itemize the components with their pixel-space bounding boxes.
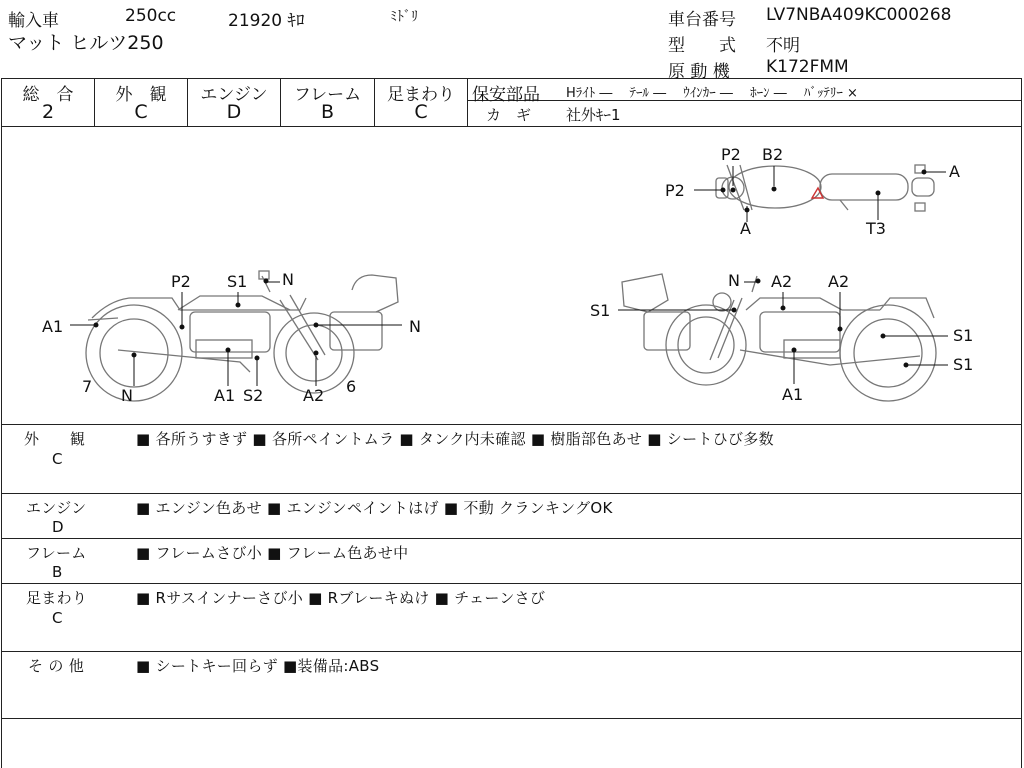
label-a-right: A (949, 162, 960, 181)
grade-label-overall: 総 合 (22, 85, 74, 105)
color: ﾐﾄﾞﾘ (390, 9, 418, 25)
label-right-s1-left: S1 (590, 301, 611, 320)
model-label: 型 式 (668, 36, 736, 56)
note-title-frame: フレーム (26, 544, 87, 562)
label-left-n-bottom: N (121, 386, 133, 405)
notes-line (1, 493, 1022, 494)
label-left-s1: S1 (227, 272, 248, 291)
grade-label-frame: フレーム (293, 85, 362, 105)
label-a-bottom: A (740, 219, 751, 238)
top-view-drawing (716, 165, 934, 211)
grade-value-suspension: C (414, 101, 428, 123)
note-title-engine: エンジン (26, 499, 87, 517)
note-grade-exterior: C (52, 450, 63, 468)
note-text-suspension: ■ Rサスインナーさび小 ■ Rブレーキぬけ ■ チェーンさび (136, 589, 546, 607)
engine-value: K172FMM (766, 57, 849, 77)
note-title-other: そ の 他 (28, 657, 85, 675)
label-t3: T3 (866, 219, 886, 238)
frame-number: LV7NBA409KC000268 (766, 5, 952, 25)
note-text-frame: ■ フレームさび小 ■ フレーム色あせ中 (136, 544, 409, 562)
note-title-suspension: 足まわり (26, 589, 88, 607)
displacement: 250cc (125, 6, 177, 26)
notes-line (1, 718, 1022, 719)
key-value: 社外ｷｰ1 (566, 106, 621, 124)
notes-line (1, 583, 1022, 584)
label-right-s1-2: S1 (953, 355, 974, 374)
grade-value-overall: 2 (41, 101, 55, 123)
diagram-bottom-line (1, 424, 1022, 425)
label-left-6: 6 (346, 377, 357, 396)
label-right-a2-top: A2 (771, 272, 793, 291)
label-p2-left: P2 (665, 181, 685, 200)
label-right-a2-right: A2 (828, 272, 850, 291)
label-b2: B2 (762, 145, 784, 164)
label-left-a1-bottom: A1 (214, 386, 236, 405)
engine-label: 原 動 機 (668, 62, 730, 82)
note-text-other: ■ シートキー回らず ■装備品:ABS (136, 657, 380, 675)
grade-top-line (1, 78, 1022, 79)
grade-value-exterior: C (134, 101, 148, 123)
label-left-a2: A2 (303, 386, 325, 405)
notes-line (1, 538, 1022, 539)
label-left-n-right: N (409, 317, 421, 336)
grade-label-suspension: 足まわり (387, 85, 455, 105)
label-left-p2: P2 (171, 272, 191, 291)
note-text-engine: ■ エンジン色あせ ■ エンジンペイントはげ ■ 不動 クランキングOK (136, 499, 613, 517)
label-right-n-top: N (728, 271, 740, 290)
grade-label-exterior: 外 観 (115, 85, 167, 105)
label-left-n-top: N (282, 270, 294, 289)
note-title-exterior: 外 観 (24, 430, 86, 448)
grade-value-engine: D (226, 101, 242, 123)
note-grade-engine: D (52, 518, 64, 536)
note-grade-suspension: C (52, 609, 63, 627)
grade-label-engine: エンジン (200, 85, 268, 105)
label-left-a1: A1 (42, 317, 64, 336)
motorcycle-diagram (0, 127, 1024, 423)
note-text-exterior: ■ 各所うすきず ■ 各所ペイントムラ ■ タンク内未確認 ■ 樹脂部色あせ ■ シートひび多数 (136, 430, 774, 448)
label-left-s2: S2 (243, 386, 264, 405)
label-right-a1: A1 (782, 385, 804, 404)
safety-parts-items: Hﾗｲﾄ ― ﾃｰﾙ ― ｳｲﾝｶｰ ― ﾎｰﾝ ― ﾊﾞｯﾃﾘｰ × (566, 86, 858, 101)
model-value: 不明 (766, 36, 800, 56)
safety-parts-label: 保安部品 (472, 85, 540, 105)
grade-divider (467, 78, 468, 126)
grade-value-frame: B (320, 101, 335, 123)
vehicle-type: 輸入車 (8, 11, 59, 31)
label-right-s1-1: S1 (953, 326, 974, 345)
label-left-7: 7 (82, 377, 93, 396)
mileage: 21920 ｷﾛ (228, 11, 305, 31)
frame-number-label: 車台番号 (668, 10, 736, 30)
label-p2-top: P2 (721, 145, 741, 164)
note-grade-frame: B (52, 563, 63, 581)
model-name: マット ヒルツ250 (8, 32, 164, 54)
right-view-drawing (622, 274, 936, 401)
key-label: カ ギ (486, 106, 532, 124)
notes-line (1, 651, 1022, 652)
